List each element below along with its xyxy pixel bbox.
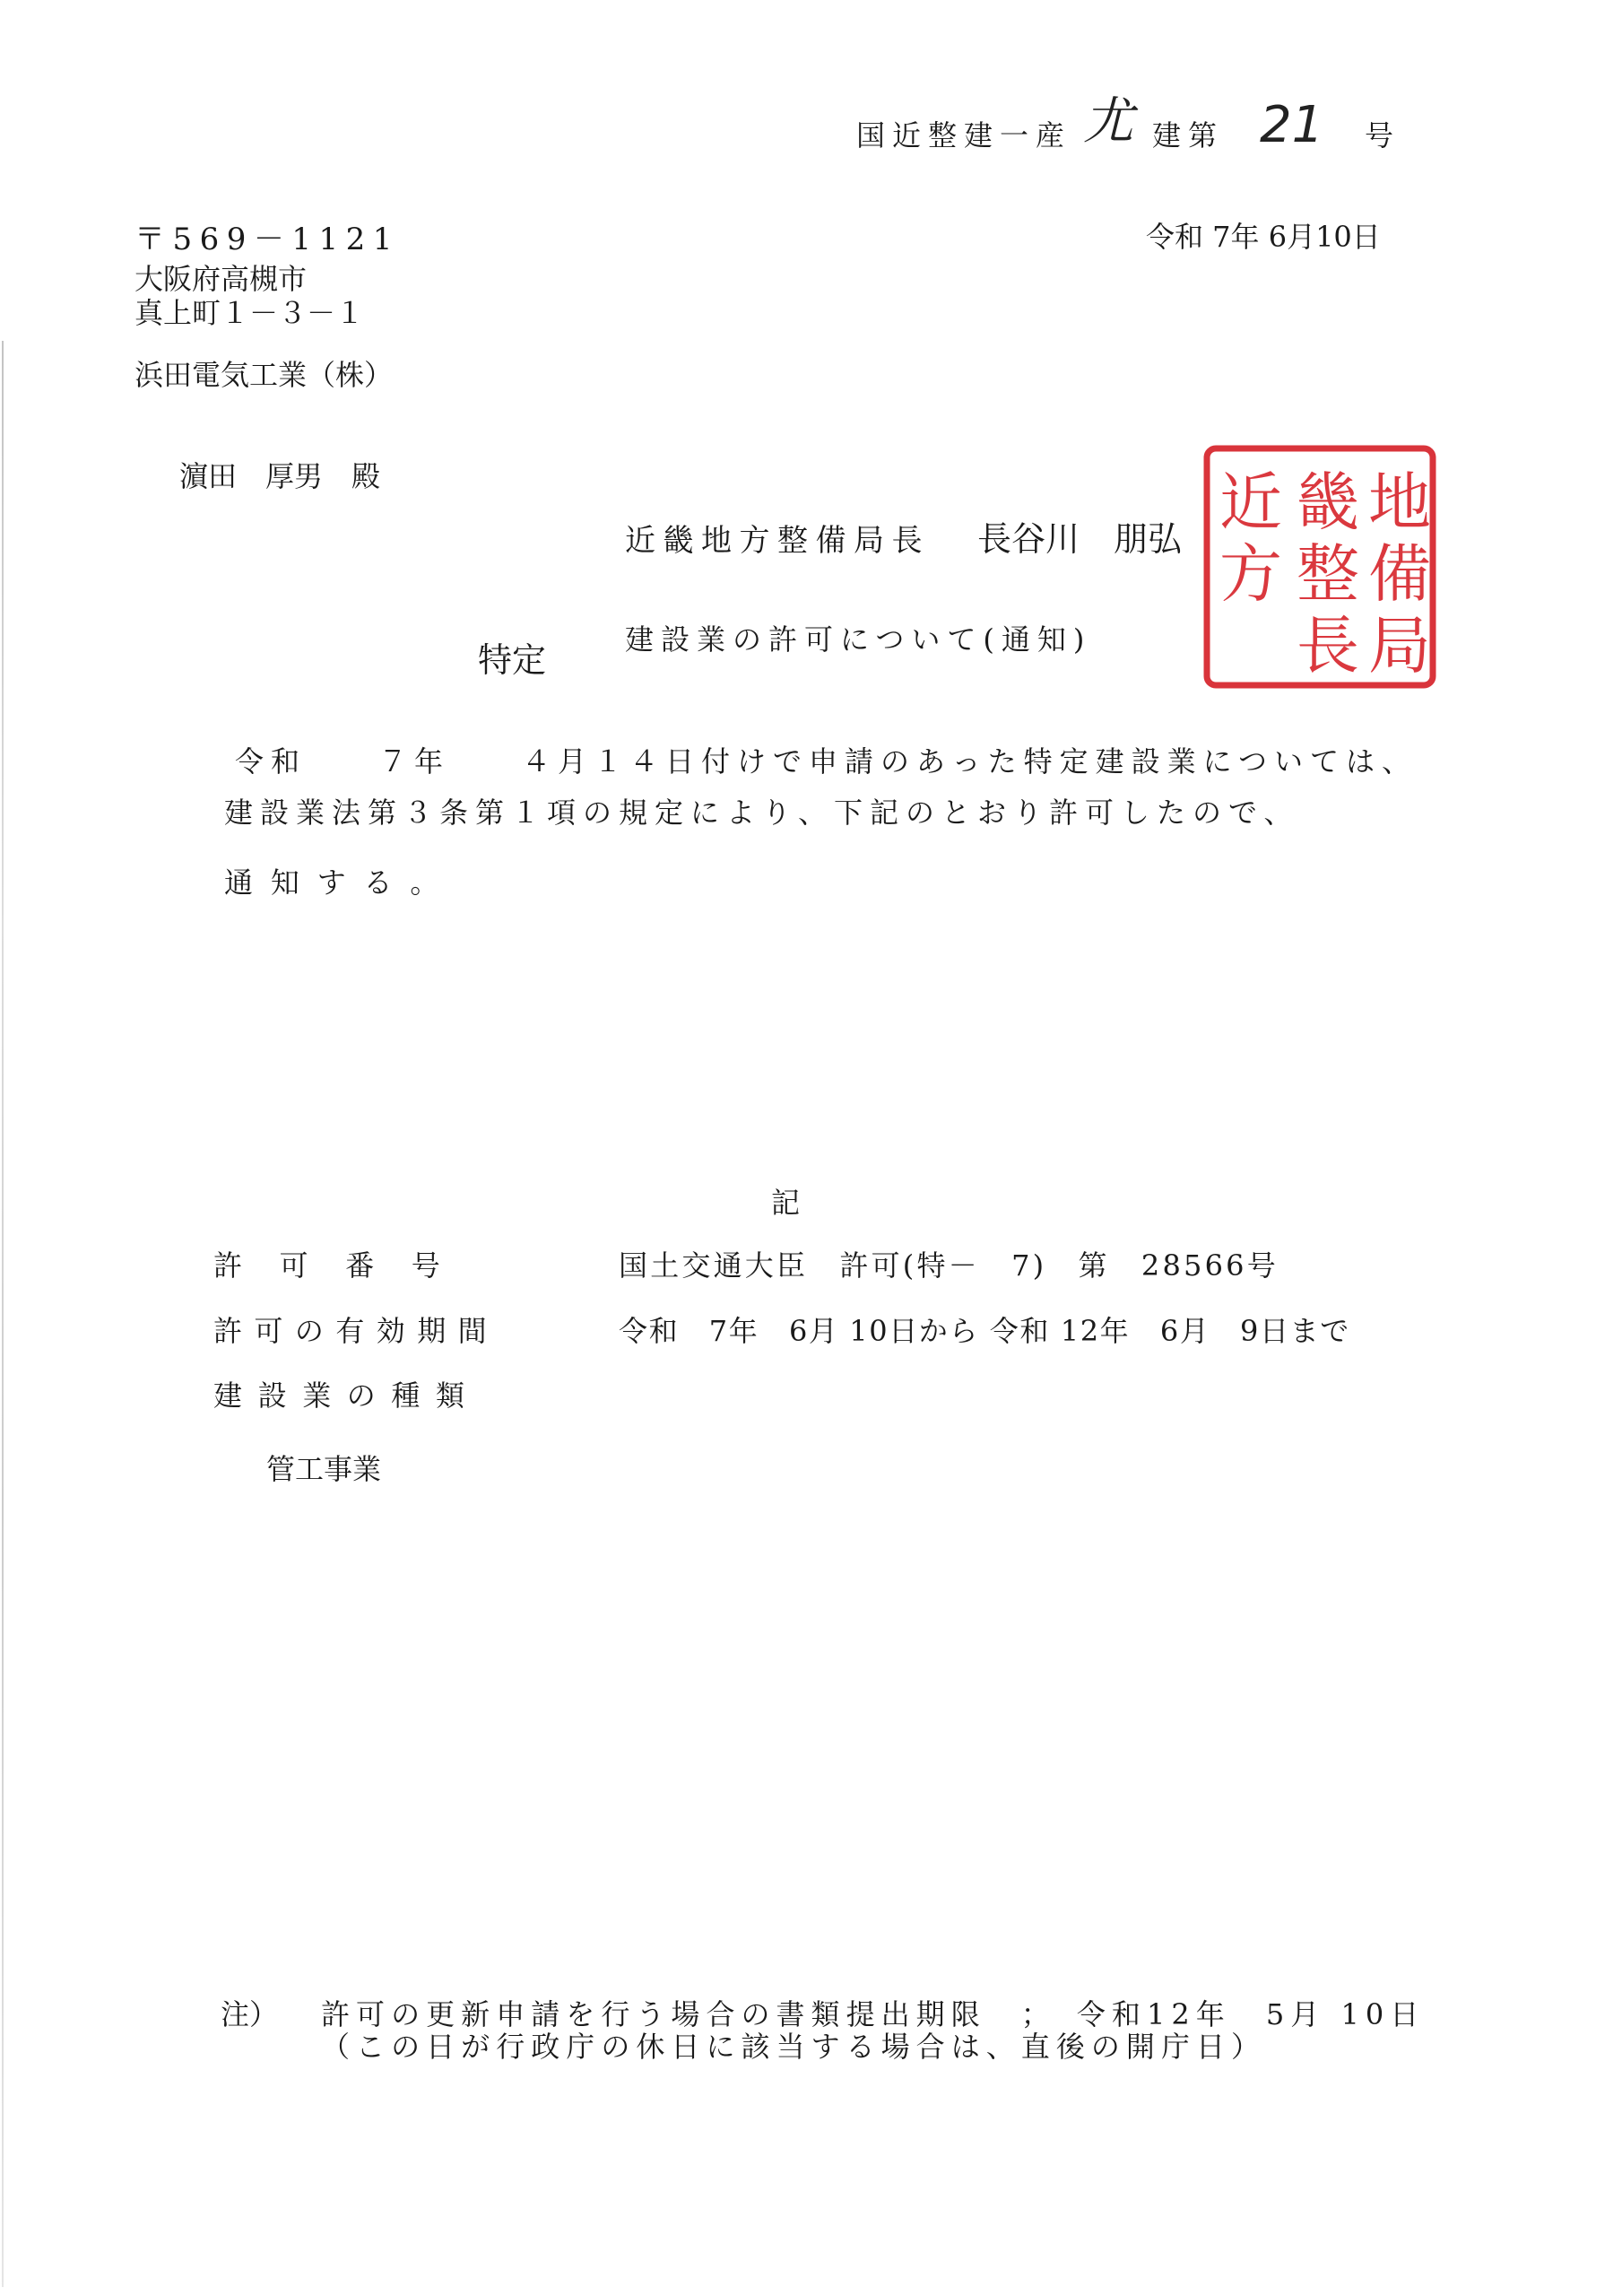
svg-text:近: 近 <box>1219 465 1282 539</box>
note-line-2: （この日が行政庁の休日に該当する場合は、直後の開庁日） <box>321 2030 1267 2064</box>
record-value-permit-number: 国土交通大臣 許可(特－ 7) 第 28566号 <box>619 1248 1279 1283</box>
doc-number-handwritten-mark: 尤 <box>1083 92 1133 151</box>
svg-text:畿: 畿 <box>1297 465 1359 539</box>
body-line-2: 建設業法第３条第１項の規定により、下記のとおり許可したので、 <box>224 796 1300 830</box>
note-line-1: 許可の更新申請を行う場合の書類提出期限 ； 令和12年 5月 10日 <box>321 1997 1426 2031</box>
svg-text:地: 地 <box>1368 465 1431 539</box>
doc-number-suffix: 号 <box>1365 118 1394 152</box>
official-seal-stamp <box>1200 441 1440 692</box>
address-line1: 大阪府高槻市 <box>134 262 308 296</box>
subject-label: 特定 <box>478 640 547 680</box>
doc-number-prefix: 国近整建一産 <box>856 118 1072 152</box>
recipient-name: 濵田 厚男 殿 <box>179 459 381 493</box>
svg-text:長: 長 <box>1297 609 1359 683</box>
body-line-3: 通知する。 <box>224 865 457 900</box>
svg-text:整: 整 <box>1297 537 1359 611</box>
record-label-permit-number: 許可番号 <box>213 1248 478 1283</box>
postal-code: 〒569－1121 <box>134 222 400 257</box>
record-value-validity-period: 令和 7年 6月 10日から 令和 12年 6月 9日まで <box>619 1314 1350 1348</box>
svg-text:方: 方 <box>1219 537 1282 611</box>
issue-date: 令和 7年 6月10日 <box>1146 220 1381 254</box>
svg-text:局: 局 <box>1368 609 1431 683</box>
subject-title: 建設業の許可について(通知) <box>625 622 1092 657</box>
record-label-business-type: 建設業の種類 <box>213 1378 481 1413</box>
sender-name: 長谷川 朋弘 <box>977 519 1183 559</box>
body-line-1: 令和 ７年 ４月１４日付けで申請のあった特定建設業については、 <box>235 744 1418 778</box>
doc-number-handwritten-number: 21 <box>1260 96 1324 154</box>
svg-text:備: 備 <box>1368 537 1431 611</box>
business-type-value: 管工事業 <box>266 1452 382 1486</box>
scan-edge-shadow <box>2 341 4 2287</box>
record-label-validity-period: 許可の有効期間 <box>213 1314 499 1348</box>
note-label: 注） <box>221 1997 279 2031</box>
record-heading: 記 <box>771 1186 801 1220</box>
address-line2: 真上町１－３－１ <box>134 296 365 330</box>
company-name: 浜田電気工業（株） <box>134 358 394 392</box>
doc-number-mid: 建第 <box>1152 118 1225 152</box>
sender-title: 近畿地方整備局長 <box>625 523 930 559</box>
